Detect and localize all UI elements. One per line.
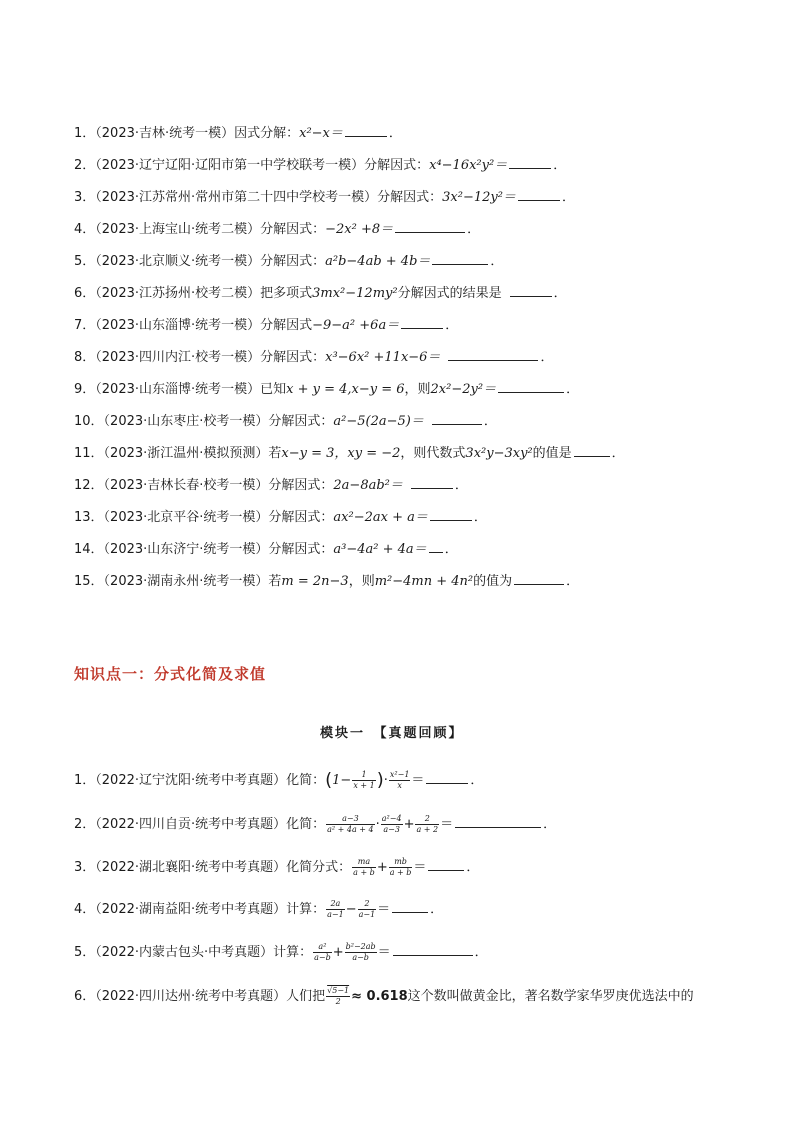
fraction: $\frac{\text{b²−2ab}}{a-b}$ (345, 942, 376, 962)
fraction: $\frac{a-3}{\text{a² + 4a + 4}}$ (327, 814, 374, 834)
fraction-question-4: 4．（2022·湖南益阳·统考中考真题）计算： $\frac{2a}{a-1}$ − $\frac{2}{a-1}$ ＝ ． (74, 899, 444, 919)
answer-blank[interactable] (428, 858, 464, 871)
fraction-question-5: 5．（2022·内蒙古包头·中考真题）计算： $\frac{\text{a²}}{a-b}$ + $\frac{\text{b²−2ab}}{a-b}$ ＝ ． (74, 942, 488, 962)
answer-blank[interactable] (345, 124, 387, 137)
fraction: $\frac{ma}{a + b}$ (353, 857, 375, 877)
answer-blank[interactable] (401, 316, 443, 329)
fraction-question-2: 2．（2022·四川自贡·统考中考真题）化简： $\frac{a-3}{\text{a² + 4a + 4}}$ · $\frac{\text{a²−4}}{a-3}$ + $\frac{2}{a + 2}$ ＝ ． (74, 814, 557, 834)
question-9: 9．（2023·山东淄博·统考一模）已知x + y = 4,x−y = 6，则2x²−2y²＝ ． (74, 382, 580, 397)
answer-blank[interactable] (411, 476, 453, 489)
answer-blank[interactable] (393, 943, 473, 956)
answer-blank[interactable] (514, 572, 564, 585)
question-5: 5．（2023·北京顺义·统考一模）分解因式：a²b−4ab + 4b＝ ． (74, 254, 504, 269)
fraction: $\frac{mb}{a + b}$ (389, 857, 412, 877)
fraction: $\frac{\text{a²}}{a-b}$ (314, 942, 331, 962)
question-15: 15．（2023·湖南永州·统考一模）若m = 2n−3，则m²−4mn + 4n²的值为 ． (74, 574, 580, 589)
fraction: $\frac{2a}{a-1}$ (327, 899, 344, 919)
answer-blank[interactable] (430, 508, 472, 521)
question-12: 12．（2023·吉林长春·校考一模）分解因式：2a−8ab²＝ ． (74, 478, 468, 493)
question-10: 10．（2023·山东枣庄·校考一模）分解因式：a²−5(2a−5)＝ ． (74, 414, 497, 429)
fraction: $\frac{√5-1}{2}$ (327, 986, 350, 1006)
answer-blank[interactable] (395, 220, 465, 233)
fraction: $\frac{2}{a-1}$ (358, 899, 376, 919)
section-heading: 知识点一：分式化简及求值 (74, 665, 267, 683)
question-3: 3．（2023·江苏常州·常州市第二十四中学校考一模）分解因式：3x²−12y²＝ ． (74, 190, 575, 205)
question-1: 1．（2023·吉林·统考一模）因式分解：x²−x＝ ． (74, 126, 402, 141)
answer-blank[interactable] (498, 380, 564, 393)
answer-blank[interactable] (426, 771, 468, 784)
answer-blank[interactable] (574, 444, 610, 457)
question-8: 8．（2023·四川内江·校考一模）分解因式：x³−6x² +11x−6＝ ． (74, 350, 554, 365)
answer-blank[interactable] (509, 156, 551, 169)
question-7: 7．（2023·山东淄博·统考一模）分解因式−9−a² +6a＝ ． (74, 318, 459, 333)
fraction-question-3: 3．（2022·湖北襄阳·统考中考真题）化简分式： $\frac{ma}{a + b}$ + $\frac{mb}{a + b}$ ＝ ． (74, 857, 480, 877)
fraction: $\frac{\text{a²−4}}{a-3}$ (381, 814, 402, 834)
answer-blank[interactable] (455, 815, 541, 828)
question-13: 13．（2023·北京平谷·统考一模）分解因式：ax²−2ax + a＝ ． (74, 510, 487, 525)
answer-blank[interactable] (392, 900, 428, 913)
fraction: $\frac{\text{x²−1}}{x}$ (389, 770, 410, 790)
question-11: 11．（2023·浙江温州·模拟预测）若x−y = 3，xy = −2，则代数式3x²y−3xy²的值是 ． (74, 446, 625, 461)
answer-blank[interactable] (448, 348, 538, 361)
answer-blank[interactable] (518, 188, 560, 201)
question-14: 14．（2023·山东济宁·统考一模）分解因式：a³−4a² + 4a＝ ． (74, 542, 458, 557)
module-title: 模块一 【真题回顾】 (320, 726, 464, 741)
fraction-question-1: 1．（2022·辽宁沈阳·统考中考真题）化简：(1− $\frac{1}{x + 1}$ )· $\frac{\text{x²−1}}{x}$ ＝ ． (74, 769, 484, 791)
answer-blank[interactable] (432, 412, 482, 425)
fraction-question-6: 6．（2022·四川达州·统考中考真题）人们把 $\frac{√5-1}{2}$ ≈ 0.618这个数叫做黄金比，著名数学家华罗庚优选法中的 (74, 986, 694, 1006)
question-2: 2．（2023·辽宁辽阳·辽阳市第一中学校联考一模）分解因式：x⁴−16x²y²＝ ． (74, 158, 567, 173)
fraction: $\frac{2}{a + 2}$ (416, 814, 439, 834)
answer-blank[interactable] (510, 284, 552, 297)
answer-blank[interactable] (432, 252, 488, 265)
answer-blank[interactable] (429, 540, 443, 553)
question-4: 4．（2023·上海宝山·统考二模）分解因式：−2x² +8＝ ． (74, 222, 481, 237)
fraction: $\frac{1}{x + 1}$ (353, 770, 375, 790)
question-6: 6．（2023·江苏扬州·校考二模）把多项式3mx²−12my²分解因式的结果是 ． (74, 286, 567, 301)
